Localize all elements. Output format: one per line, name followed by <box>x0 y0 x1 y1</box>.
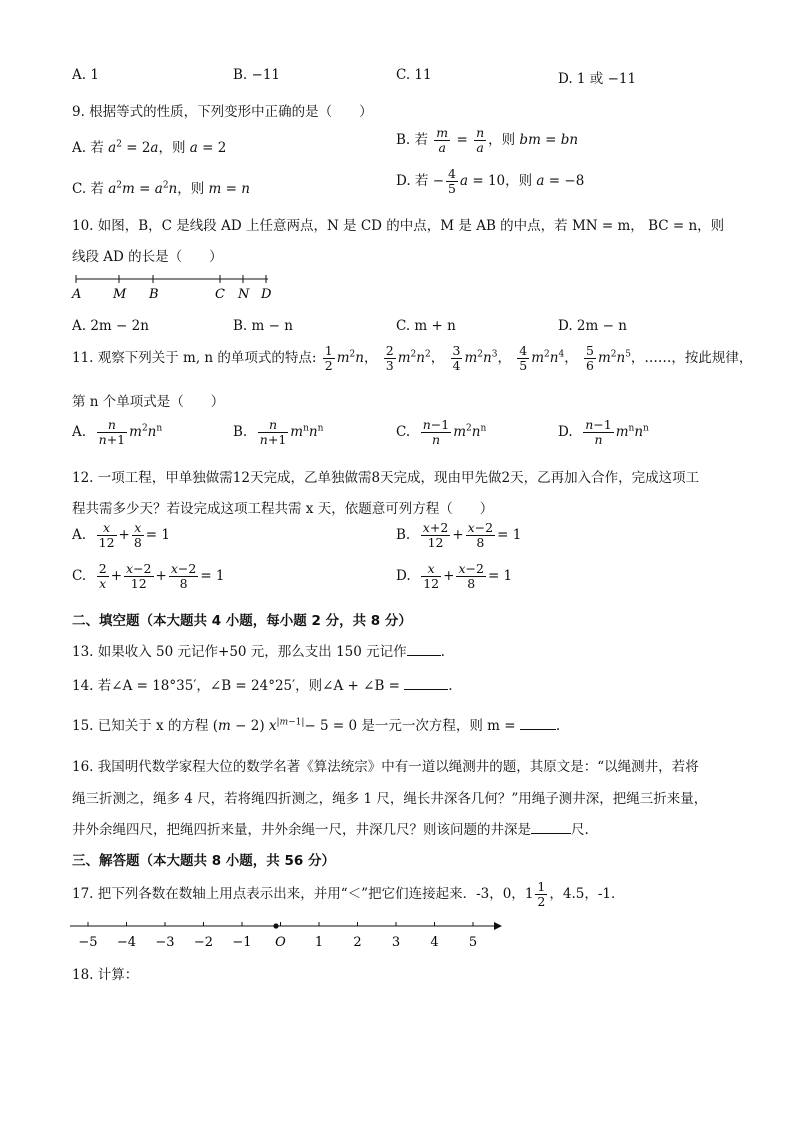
q18-stem: 18. 计算： <box>72 967 139 983</box>
number-line-label: −3 <box>155 935 175 950</box>
section-heading-fill-in: 二、填空题（本大题共 4 小题，每小题 2 分，共 8 分） <box>72 613 412 629</box>
q10-option-d: D. 2m − n <box>558 318 627 334</box>
point-label: C <box>215 287 225 302</box>
q9-option-b: B. 若 $\frac{m}{a}$ = $\frac{n}{a}$ ，则 bm = bn <box>396 125 579 155</box>
q11-option-a: A. $\frac{n}{n+1}$ $m^2n^n$ <box>72 417 163 447</box>
q9-option-d: D. 若 − $\frac{4}{5}$ a = 10，则 a = −8 <box>396 166 585 196</box>
number-line-label: −1 <box>232 935 252 950</box>
q12-option-c: C. $\frac{2}{x}$ + $\frac{x-2}{12}$ + $\frac{x-2}{8}$ = 1 <box>72 561 225 591</box>
number-line-label: 3 <box>391 935 401 950</box>
q10-stem-line1: 10. 如图，B，C 是线段 AD 上任意两点，N 是 CD 的中点，M 是 AB 的中点，若 MN = m， BC = n，则 <box>72 218 725 234</box>
q11-option-d: D. $\frac{n-1}{n}$ $m^nn^n$ <box>558 417 649 447</box>
number-line-label: 4 <box>430 935 439 950</box>
q15: 15. 已知关于 x 的方程 (m − 2) $x^{|m-1|}- 5 = 0$ 是一元一次方程，则 m = . <box>72 717 561 734</box>
number-line-label: 1 <box>314 935 324 950</box>
number-line-label: −5 <box>78 935 98 950</box>
q8-option-a: A. 1 <box>72 67 99 83</box>
q12-stem-line2: 程共需多少天？若设完成这项工程共需 x 天，依题意可列方程（ ） <box>72 501 494 517</box>
q9-option-a: A. 若 $a^2 = 2a$，则 a = 2 <box>72 139 227 156</box>
number-line-label: −2 <box>193 935 214 950</box>
q12-option-b: B. $\frac{x+2}{12}$ + $\frac{x-2}{8}$ = 1 <box>396 520 522 550</box>
q8-option-c: C. 11 <box>396 67 432 83</box>
q14: 14. 若∠A = 18°35′，∠B = 24°25′，则∠A + ∠B = . <box>72 678 453 694</box>
point-label: N <box>238 287 250 302</box>
q12-stem-line1: 12. 一项工程，甲单独做需12天完成，乙单独做需8天完成，现由甲先做2天，乙再加入合作，完成这项工 <box>72 470 700 486</box>
number-line-label: O <box>275 935 286 950</box>
point-label: D <box>261 287 272 302</box>
point-label: B <box>149 287 159 302</box>
number-line-label: 2 <box>353 935 362 950</box>
q16-line3: 井外余绳四尺，把绳四折来量，井外余绳一尺，井深几尺？则该问题的井深是 尺. <box>72 822 589 838</box>
number-line <box>66 917 506 951</box>
q13: 13. 如果收入 50 元记作+50 元，那么支出 150 元记作 . <box>72 644 445 660</box>
q16-line1: 16. 我国明代数学家程大位的数学名著《算法统宗》中有一道以绳测井的题，其原文是：“以绳测井，若将 <box>72 759 699 775</box>
q12-option-a: A. $\frac{x}{12}$ + $\frac{x}{8}$ = 1 <box>72 520 170 550</box>
number-line-label: −4 <box>116 935 137 950</box>
q11-option-b: B. $\frac{n}{n+1}$ $m^nn^n$ <box>233 417 324 447</box>
point-label: A <box>72 287 82 302</box>
q8-option-b: B. −11 <box>233 67 280 83</box>
q11-stem-line1: 11. 观察下列关于 m, n 的单项式的特点: $\frac{1}{2}$ $m^2n$， $\frac{2}{3}$ $m^2n^2$， $\frac{3}{4}$ $m^2n^3$， $\frac{4}{5}$ $m^2n^4$， $\frac{5}{6}$ $m^2n^5$，……，按此规律， <box>72 343 753 373</box>
section-heading-solutions: 三、解答题（本大题共 8 小题，共 56 分） <box>72 853 335 869</box>
number-line-label: 5 <box>468 935 478 950</box>
q10-option-a: A. 2m − 2n <box>72 318 149 334</box>
point-label: M <box>113 287 127 302</box>
q10-stem-line2: 线段 AD 的长是（ ） <box>72 249 223 265</box>
segment-diagram <box>68 272 278 302</box>
q9-option-c: C. 若 $a^2m = a^2n$，则 m = n <box>72 180 250 197</box>
q9-stem: 9. 根据等式的性质，下列变形中正确的是（ ） <box>72 104 373 120</box>
q16-line2: 绳三折测之，绳多 4 尺，若将绳四折测之，绳多 1 尺，绳长井深各几何？”用绳子测井深，把绳三折来量， <box>72 791 708 807</box>
q17-stem: 17. 把下列各数在数轴上用点表示出来，并用“＜”把它们连接起来．-3，0，1 $\frac{1}{2}$ ，4.5，-1． <box>72 879 625 909</box>
q11-option-c: C. $\frac{n-1}{n}$ $m^2n^n$ <box>396 417 487 447</box>
q10-option-b: B. m − n <box>233 318 293 334</box>
q10-option-c: C. m + n <box>396 318 456 334</box>
q8-option-d: D. 1 或 −11 <box>558 71 637 87</box>
q11-stem-line2: 第 n 个单项式是（ ） <box>72 394 225 410</box>
q12-option-d: D. $\frac{x}{12}$ + $\frac{x-2}{8}$ = 1 <box>396 561 513 591</box>
